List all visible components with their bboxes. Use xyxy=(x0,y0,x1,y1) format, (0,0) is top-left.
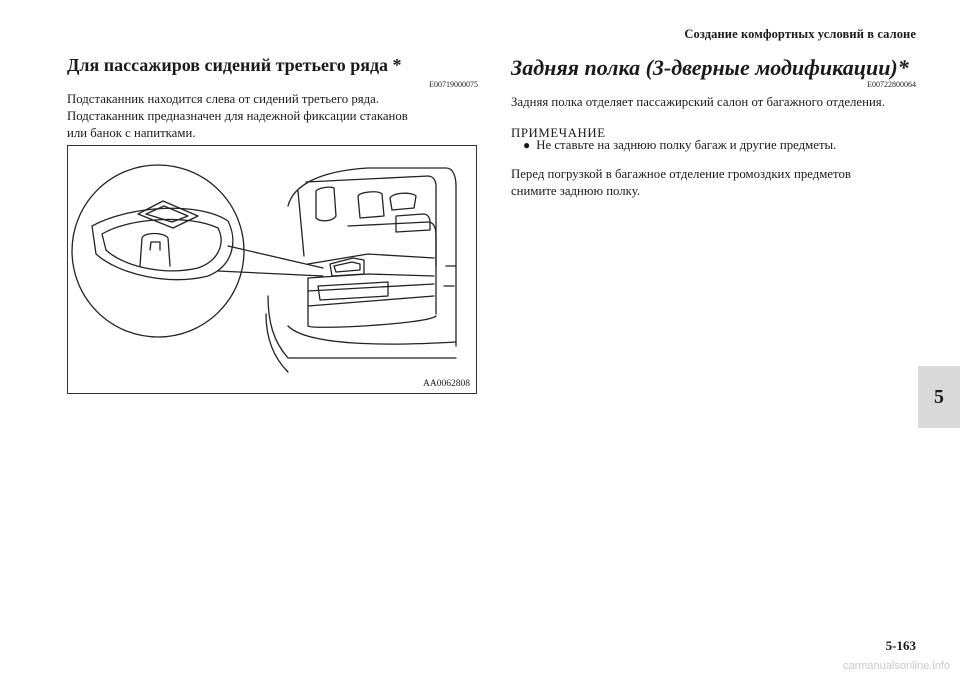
section-code: E00719000075 xyxy=(429,80,478,89)
section-heading-rear-shelf: Задняя полка (3-дверные модификации)* xyxy=(511,55,909,80)
bullet-icon: ● xyxy=(523,138,531,152)
page-number: 5-163 xyxy=(885,638,916,653)
cupholder-paragraph xyxy=(67,91,487,142)
paragraph-line: или банок с напитками. xyxy=(67,126,196,140)
section-heading-cupholder: Для пассажиров сидений третьего ряда * xyxy=(67,55,402,75)
paragraph-line: Подстаканник находится слева от сидений третьего ряда. xyxy=(67,92,380,106)
chapter-tab: 5 xyxy=(918,366,960,428)
running-title: Создание комфортных условий в салоне xyxy=(684,27,916,41)
watermark: carmanualsonline.info xyxy=(842,660,950,672)
cupholder-drawing xyxy=(68,146,476,393)
note-title: ПРИМЕЧАНИЕ xyxy=(511,126,606,140)
rear-shelf-paragraph: Задняя полка отделяет пассажирский салон от багажного отделения. xyxy=(511,95,885,109)
figure-code: AA0062808 xyxy=(423,379,470,389)
paragraph-line: Перед погрузкой в багажное отделение громоздких предметов xyxy=(511,167,851,181)
section-code: E00722800064 xyxy=(867,80,916,89)
cupholder-illustration xyxy=(67,145,477,394)
paragraph-line: Подстаканник предназначен для надежной фиксации стаканов xyxy=(67,109,408,123)
rear-shelf-paragraph-2 xyxy=(511,166,931,200)
note-item xyxy=(523,137,836,154)
paragraph-line: снимите заднюю полку. xyxy=(511,184,641,198)
note-text: Не ставьте на заднюю полку багаж и другие предметы. xyxy=(536,138,837,152)
